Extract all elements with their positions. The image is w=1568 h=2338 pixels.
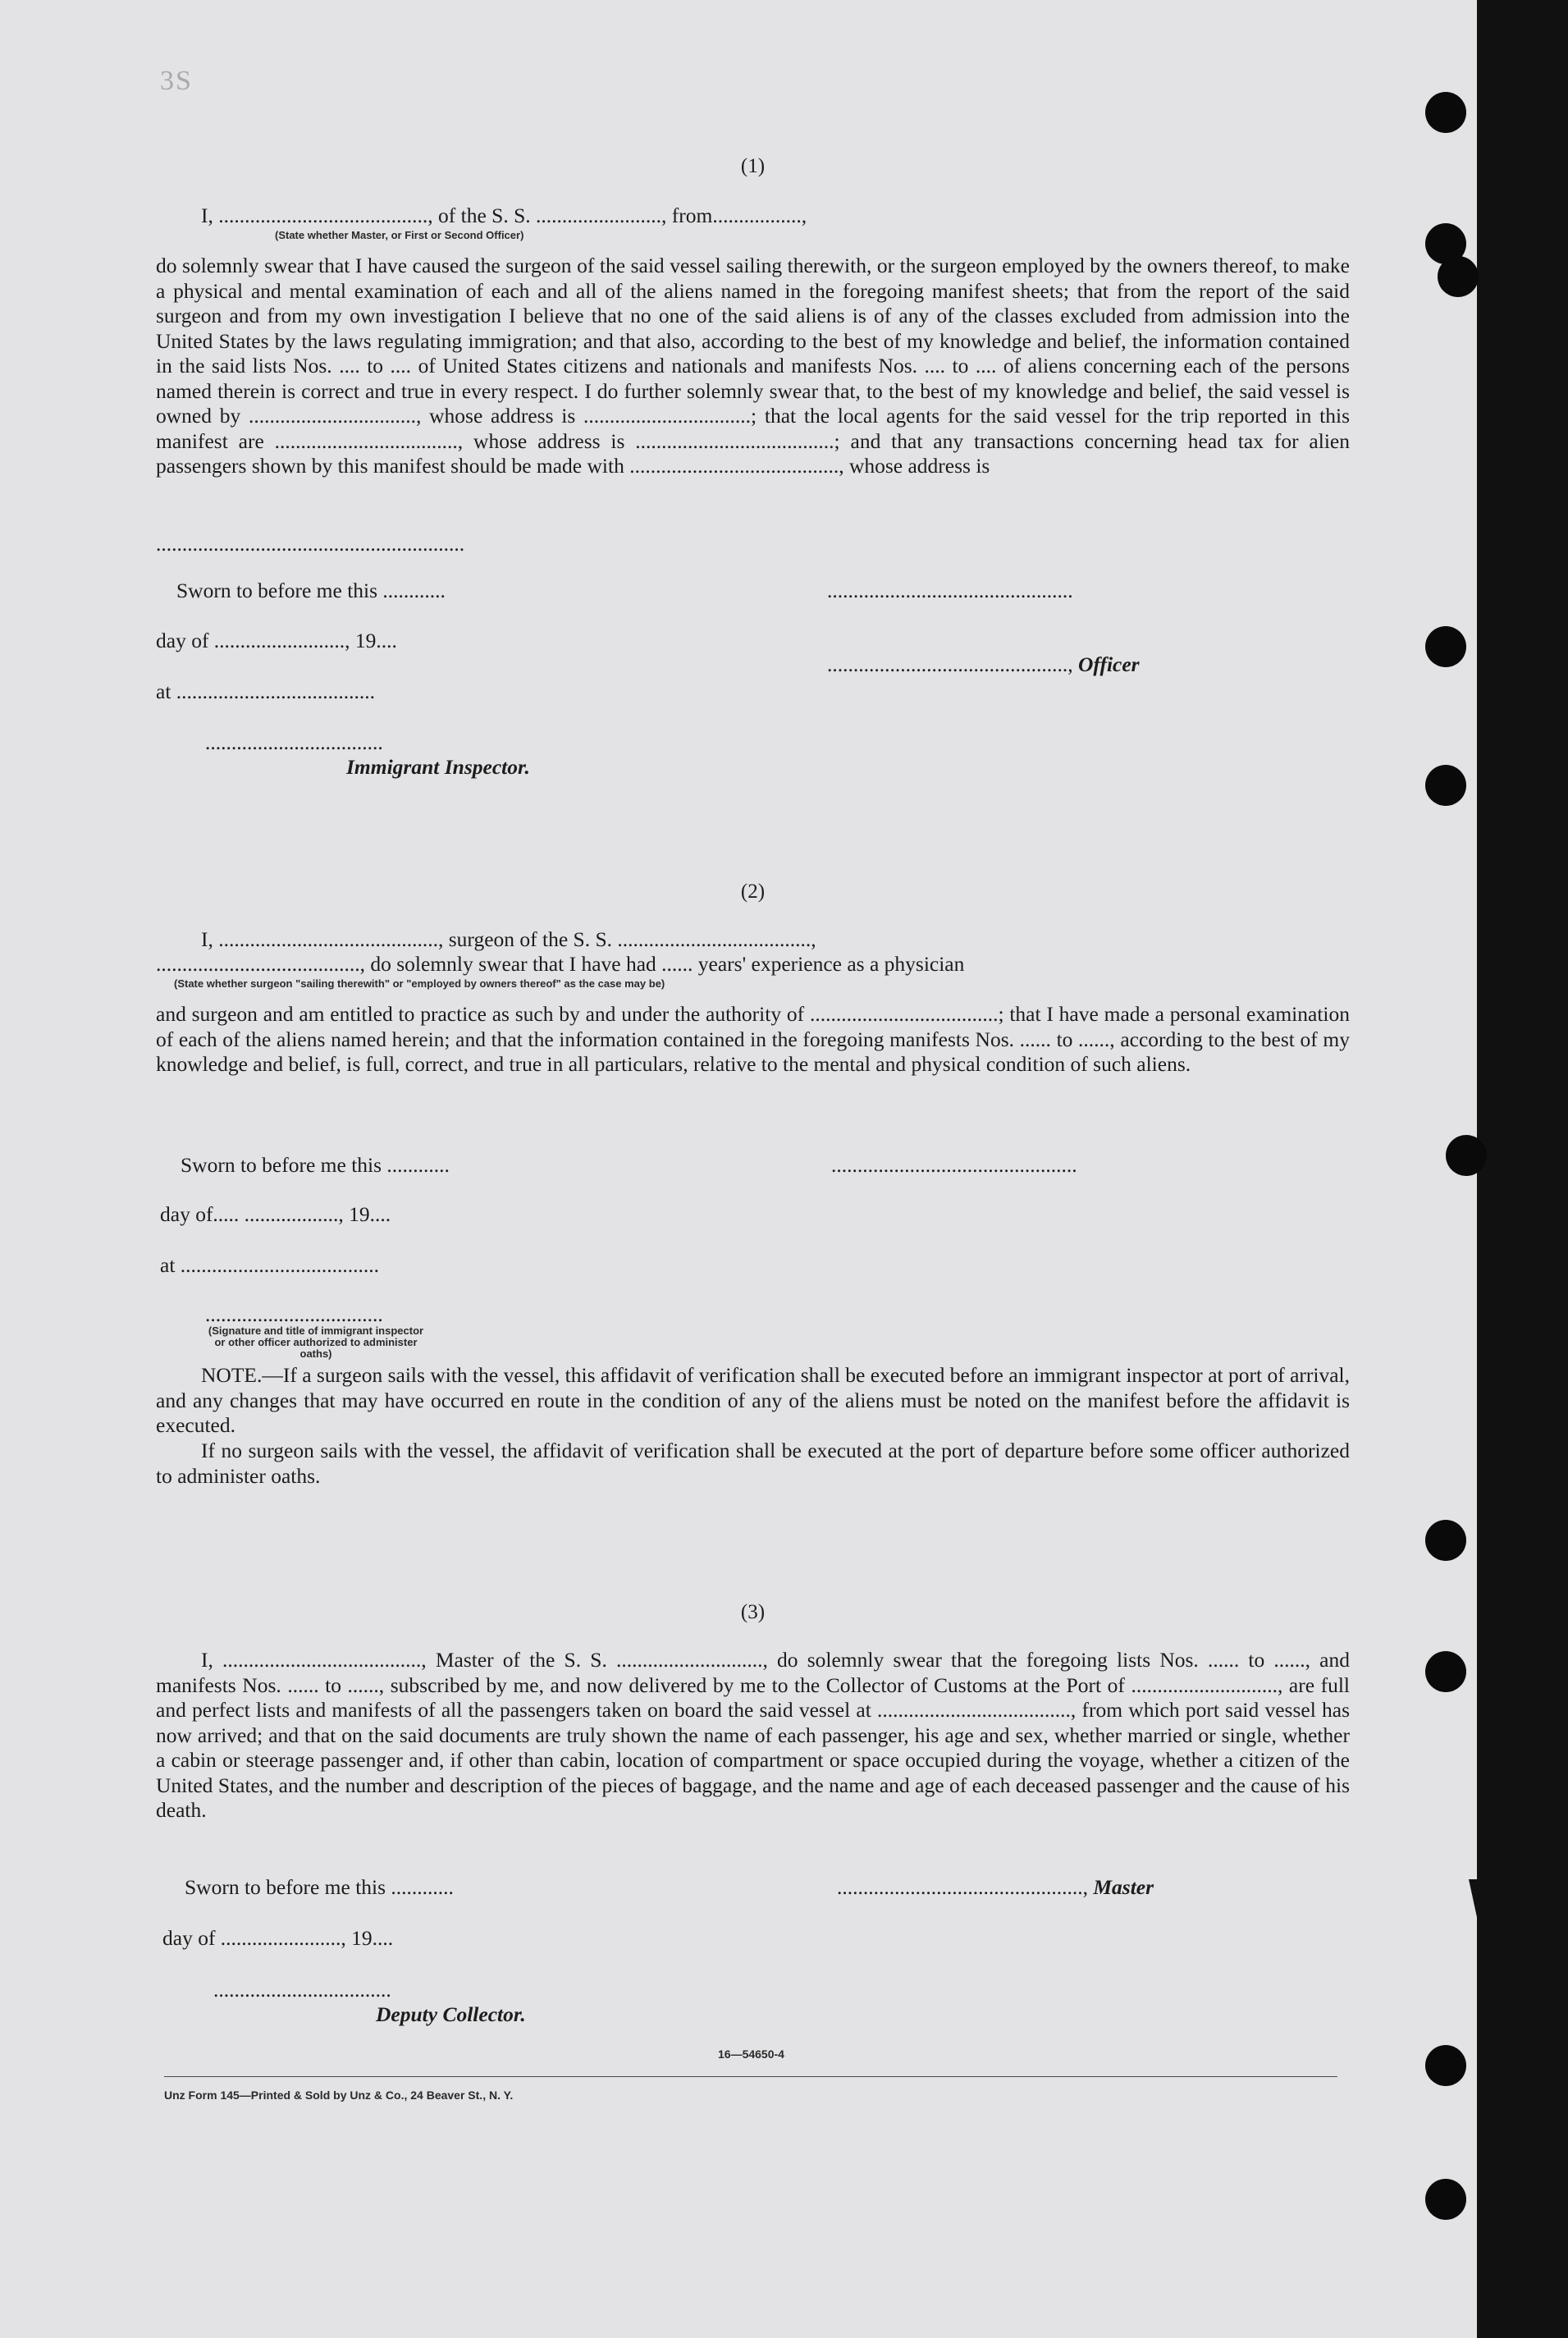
footer-printer-line: Unz Form 145—Printed & Sold by Unz & Co., 24 Beaver St., N. Y.	[164, 2089, 514, 2102]
section-2-signature-dots: ..................................	[205, 1302, 383, 1326]
section-2-body: and surgeon and am entitled to practice as such by and under the authority of ....................................; that I have made a personal examination of each of the aliens named herein; and that the information contained in the foregoing manifests Nos. ...... to ......, according to the best of my knowledge and belief, is full, correct, and true in all particulars, relative to the mental and physical condition of such aliens.	[156, 1002, 1350, 1076]
section-2-second-line: ......................................., do solemnly swear that I have had ...... years' experience as a physician	[156, 952, 965, 976]
punch-hole	[1425, 1651, 1466, 1692]
footer-rule	[164, 2076, 1337, 2077]
section-1-officer-line	[827, 652, 1140, 678]
punch-hole	[1446, 1135, 1487, 1176]
section-3-sworn: Sworn to before me this ............	[185, 1875, 454, 1899]
section-3-signature-title: Deputy Collector.	[376, 2002, 526, 2026]
section-2-at: at ......................................	[160, 1253, 380, 1277]
punch-hole	[1438, 256, 1479, 297]
section-1-signature-title: Immigrant Inspector.	[346, 755, 530, 779]
punch-hole	[1425, 626, 1466, 667]
section-3-signature-dots: ..................................	[213, 1978, 391, 2002]
section-2-day: day of..... .................., 19....	[160, 1202, 391, 1226]
margin-mark: 3S	[160, 66, 193, 96]
section-1-first-line: I, ........................................, of the S. S. ........................, from.................,	[201, 204, 807, 227]
section-2-number: (2)	[740, 881, 766, 903]
form-number: 16—54650-4	[718, 2047, 784, 2061]
section-3-body: I, ......................................, Master of the S. S. ............................, do solemnly swear that the foregoing lists Nos. ...... to ......, and manifests Nos. ...... to ......, subscribed by me, and now delivered by me to the Collector of Customs at the Port of ............................, are full and perfect lists and manifests of all the passengers taken on board the said vessel at ....................................., from which port said vessel has now arrived; and that on the said documents are truly shown the name of each passenger, his age and sex, whether married or single, whether a cabin or steerage passenger and, if other than cabin, location of compartment or space occupied during the voyage, whether a citizen of the United States, and the number and description of the pieces of baggage, and the name and age of each deceased passenger and the cause of his death.	[156, 1648, 1350, 1822]
section-2-sworn: Sworn to before me this ............	[181, 1153, 450, 1177]
section-2-caption: (State whether surgeon "sailing therewith" or "employed by owners thereof" as the case may be)	[174, 977, 665, 990]
section-1-day: day of ........................., 19....	[156, 629, 397, 652]
punch-hole	[1425, 2179, 1466, 2220]
punch-hole	[1425, 2045, 1466, 2086]
section-1-officer-title: Officer	[1078, 652, 1140, 676]
section-2-note: NOTE.—If a surgeon sails with the vessel, this affidavit of verification shall be executed before an immigrant inspector at port of arrival, and any changes that may have occurred en route in the condition of any of the aliens must be noted on the manifest before the affidavit is executed.	[156, 1363, 1350, 1437]
section-3-day: day of ......................., 19....	[162, 1926, 394, 1950]
section-2-first-line: I, .........................................., surgeon of the S. S. .....................................,	[201, 927, 816, 951]
section-1-signature-dots: ..................................	[205, 730, 383, 754]
punch-hole	[1425, 765, 1466, 806]
punch-hole	[1425, 1520, 1466, 1561]
section-1-officer-dots-1: ...............................................	[827, 579, 1073, 602]
section-3-master-line	[837, 1875, 1154, 1901]
section-3-number: (3)	[740, 1601, 766, 1623]
section-2-note-2: If no surgeon sails with the vessel, the affidavit of verification shall be executed at the port of departure before some officer authorized to administer oaths.	[156, 1439, 1350, 1488]
section-1-caption: (State whether Master, or First or Second Officer)	[275, 229, 524, 241]
section-2-signature-caption: (Signature and title of immigrant inspector or other officer authorized to administer oaths)	[208, 1325, 424, 1360]
section-1-sworn: Sworn to before me this ............	[176, 579, 446, 602]
section-2-right-dots: ...............................................	[831, 1153, 1077, 1177]
section-1-trailing-dots: ...........................................................	[156, 532, 465, 556]
section-1-officer-dots-2: ..............................................,	[827, 652, 1078, 676]
section-3-master-dots: ...............................................,	[837, 1875, 1094, 1899]
section-1-number: (1)	[740, 155, 766, 177]
section-1-body: do solemnly swear that I have caused the surgeon of the said vessel sailing therewith, or the surgeon employed by the owners thereof, to make a physical and mental examination of each and all of the aliens named in the foregoing manifest sheets; that from the report of the said surgeon and from my own investigation I believe that no one of the said aliens is of any of the classes excluded from admission into the United States by the laws regulating immigration; and that also, according to the best of my knowledge and belief, the information contained in the said lists Nos. .... to .... of United States citizens and nationals and manifests Nos. .... to .... of aliens concerning each of the persons named therein is correct and true in every respect. I do further solemnly swear that, to the best of my knowledge and belief, the said vessel is owned by ................................, whose address is ................................; that the local agents for the said vessel for the trip reported in this manifest are ..................................., whose address is ......................................; and that any transactions concerning head tax for alien passengers shown by this manifest should be made with ........................................, whose address is	[156, 254, 1350, 478]
section-1-at: at ......................................	[156, 679, 376, 703]
punch-hole	[1425, 92, 1466, 133]
section-3-master-title: Master	[1093, 1875, 1154, 1899]
torn-corner	[1469, 1879, 1568, 2338]
